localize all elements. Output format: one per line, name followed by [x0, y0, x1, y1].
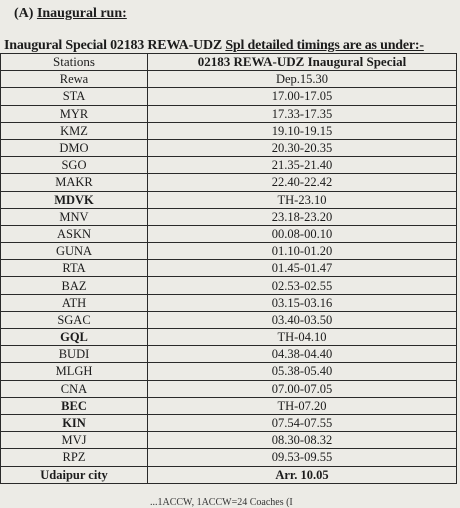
time-cell: 05.38-05.40 — [148, 363, 457, 380]
time-cell: 23.18-23.20 — [148, 208, 457, 225]
timings-table — [0, 53, 457, 484]
table-row — [1, 414, 457, 431]
station-cell: MYR — [1, 105, 148, 122]
header-stations: Stations — [1, 54, 148, 71]
table-row — [1, 329, 457, 346]
time-cell: 01.45-01.47 — [148, 260, 457, 277]
table-row — [1, 122, 457, 139]
time-cell: TH-07.20 — [148, 397, 457, 414]
station-cell: BEC — [1, 397, 148, 414]
time-cell: 17.33-17.35 — [148, 105, 457, 122]
table-row — [1, 277, 457, 294]
time-cell: 01.10-01.20 — [148, 243, 457, 260]
time-cell: 21.35-21.40 — [148, 157, 457, 174]
table-row — [1, 397, 457, 414]
time-cell: Dep.15.30 — [148, 71, 457, 88]
time-cell: 17.00-17.05 — [148, 88, 457, 105]
station-cell: BUDI — [1, 346, 148, 363]
table-row — [1, 71, 457, 88]
station-cell: CNA — [1, 380, 148, 397]
time-cell: TH-23.10 — [148, 191, 457, 208]
table-row — [1, 88, 457, 105]
section-heading — [14, 6, 127, 22]
station-cell: SGAC — [1, 311, 148, 328]
table-row — [1, 432, 457, 449]
station-cell: MNV — [1, 208, 148, 225]
time-cell: 07.54-07.55 — [148, 414, 457, 431]
station-cell: RPZ — [1, 449, 148, 466]
station-cell: GUNA — [1, 243, 148, 260]
time-cell: 04.38-04.40 — [148, 346, 457, 363]
time-cell: 22.40-22.42 — [148, 174, 457, 191]
table-row — [1, 311, 457, 328]
time-cell: TH-04.10 — [148, 329, 457, 346]
table-row — [1, 174, 457, 191]
station-cell: DMO — [1, 139, 148, 156]
time-cell: 20.30-20.35 — [148, 139, 457, 156]
table-row — [1, 380, 457, 397]
station-cell: MVJ — [1, 432, 148, 449]
table-row — [1, 346, 457, 363]
station-cell: GQL — [1, 329, 148, 346]
station-cell: KIN — [1, 414, 148, 431]
table-row — [1, 294, 457, 311]
station-cell: ASKN — [1, 225, 148, 242]
table-header-row — [1, 54, 457, 71]
table-row — [1, 243, 457, 260]
time-cell: 07.00-07.05 — [148, 380, 457, 397]
table-row — [1, 260, 457, 277]
caption-underlined: Spl detailed timings are as under:- — [225, 38, 424, 53]
footer-fragment: ...1ACCW, 1ACCW=24 Coaches (I — [150, 497, 293, 508]
time-cell: 08.30-08.32 — [148, 432, 457, 449]
caption-prefix: Inaugural Special 02183 REWA-UDZ — [4, 38, 223, 53]
table-row — [1, 191, 457, 208]
station-cell: MDVK — [1, 191, 148, 208]
station-cell: Rewa — [1, 71, 148, 88]
time-cell: Arr. 10.05 — [148, 466, 457, 483]
table-row — [1, 225, 457, 242]
header-train: 02183 REWA-UDZ Inaugural Special — [148, 54, 457, 71]
table-row — [1, 157, 457, 174]
station-cell: Udaipur city — [1, 466, 148, 483]
station-cell: BAZ — [1, 277, 148, 294]
table-row — [1, 139, 457, 156]
time-cell: 03.15-03.16 — [148, 294, 457, 311]
station-cell: RTA — [1, 260, 148, 277]
station-cell: SGO — [1, 157, 148, 174]
section-label: (A) — [14, 6, 34, 21]
table-row — [1, 363, 457, 380]
time-cell: 19.10-19.15 — [148, 122, 457, 139]
section-title: Inaugural run: — [36, 6, 127, 21]
station-cell: STA — [1, 88, 148, 105]
time-cell: 00.08-00.10 — [148, 225, 457, 242]
table-row — [1, 208, 457, 225]
station-cell: ATH — [1, 294, 148, 311]
time-cell: 03.40-03.50 — [148, 311, 457, 328]
station-cell: MLGH — [1, 363, 148, 380]
time-cell: 02.53-02.55 — [148, 277, 457, 294]
table-row — [1, 449, 457, 466]
table-caption — [4, 38, 424, 54]
station-cell: MAKR — [1, 174, 148, 191]
time-cell: 09.53-09.55 — [148, 449, 457, 466]
table-row — [1, 105, 457, 122]
station-cell: KMZ — [1, 122, 148, 139]
table-row — [1, 466, 457, 483]
